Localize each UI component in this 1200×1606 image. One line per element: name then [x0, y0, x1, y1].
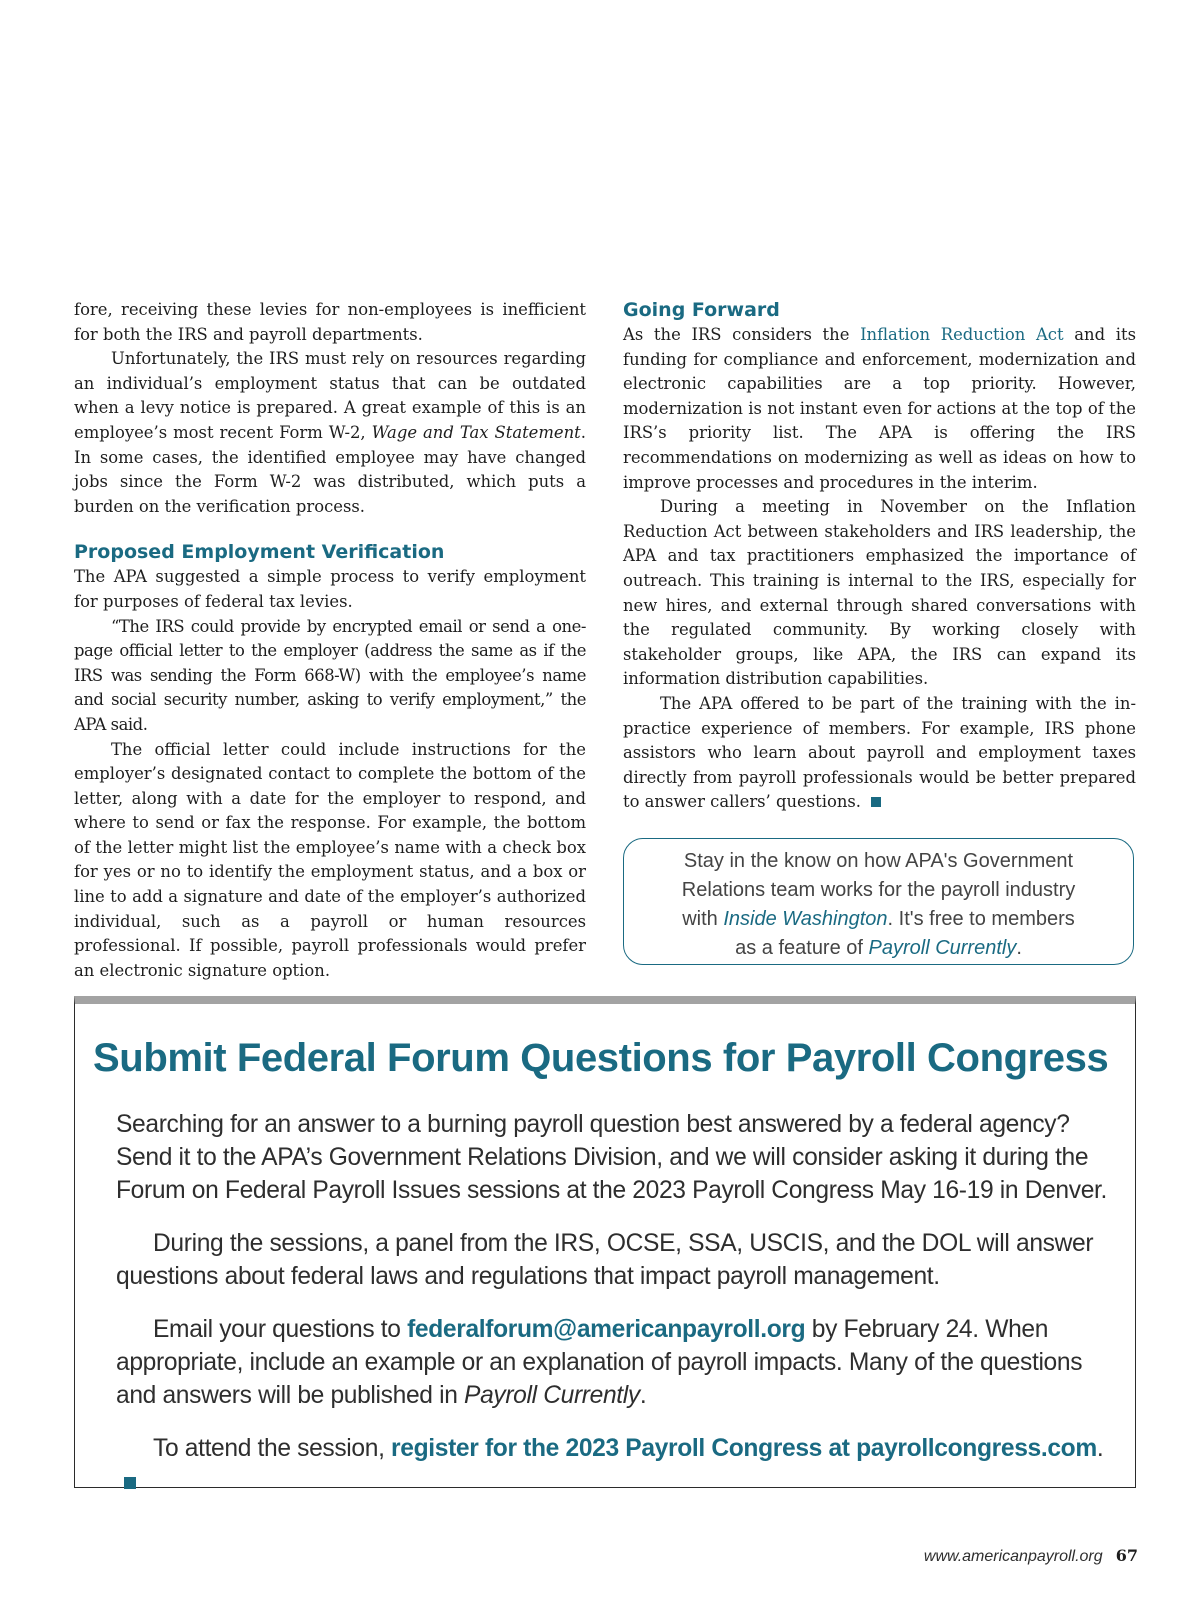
- quote-paragraph: “The IRS could provide by encrypted email or send a one-page official letter to the employer (address the same as if the IRS was sending the Form 668-W) with the employee’s name and social security number, asking to verify employment,” the APA said.: [74, 616, 586, 734]
- paragraph: Unfortunately, the IRS must rely on resources regarding an individual’s employment status that can be outdated when a levy notice is prepared. A great example of this is an employee’s most recent Form W-2, Wage and Tax Statement. In some cases, the identified employee may have changed jobs since the Form W-2 was distributed, which puts a burden on the verification process.: [74, 349, 586, 516]
- register-payroll-congress-link[interactable]: register for the 2023 Payroll Congress at payrollcongress.com: [391, 1435, 1097, 1462]
- page-footer: [924, 1546, 1138, 1567]
- end-of-callout-mark-icon: [124, 1477, 136, 1489]
- footer-website-url[interactable]: www.americanpayroll.org: [923, 1548, 1103, 1565]
- callout-paragraph: Searching for an answer to a burning payroll question best answered by a federal agency? Send it to the APA’s Government Relations Division, and we will consider asking it during the Forum on Federal Payroll Issues sessions at the 2023 Payroll Congress May 16-19 in Denver.: [116, 1111, 1108, 1204]
- paragraph: During a meeting in November on the Inflation Reduction Act between stakeholders and IRS leadership, the APA and tax practitioners emphasized the importance of outreach. This training is internal to the IRS, especially for new hires, and external through shared conversations with the regulated community. By working closely with stakeholder groups, like APA, the IRS can expand its information distribution capabilities.: [623, 497, 1136, 689]
- callout-body: [116, 1108, 1121, 1518]
- section-heading-proposed-verification: Proposed Employment Verification: [74, 541, 445, 564]
- form-title-italic: Wage and Tax Statement: [371, 422, 581, 442]
- page-number: 67: [1115, 1546, 1138, 1565]
- promo-line: Stay in the know on how APA's Government: [683, 850, 1074, 872]
- right-article-column: [623, 298, 1136, 815]
- section-heading-going-forward: Going Forward: [623, 299, 780, 321]
- inside-washington-link[interactable]: Inside Washington: [723, 908, 888, 930]
- promo-line: with Inside Washington. It's free to members: [682, 908, 1075, 930]
- paragraph: The official letter could include instructions for the employer’s designated contact to complete the bottom of the letter, along with a date for the employer to respond, and where to send or fax the response. For example, the bottom of the letter might list the employee’s name with a check box for yes or no to identify the employment status, and a box or line to add a signature and date of the employer’s authorized individual, such as a payroll or human resources professional. If possible, payroll professionals would prefer an electronic signature option.: [74, 739, 586, 980]
- federal-forum-email-link[interactable]: federalforum@americanpayroll.org: [407, 1316, 806, 1343]
- promo-line: Relations team works for the payroll industry: [681, 879, 1076, 901]
- federal-forum-callout-box: [74, 996, 1136, 1488]
- inflation-reduction-act-link[interactable]: Inflation Reduction Act: [860, 325, 1064, 344]
- callout-paragraph: During the sessions, a panel from the IRS, OCSE, SSA, USCIS, and the DOL will answer questions about federal laws and regulations that impact payroll management.: [116, 1230, 1094, 1290]
- paragraph: The APA offered to be part of the training with the in-practice experience of members. For example, IRS phone assistors who learn about payroll and employment taxes directly from payroll professionals would be better prepared to answer callers’ questions.: [623, 693, 1136, 812]
- paragraph: As the IRS considers the Inflation Reduction Act and its funding for compliance and enforcement, modernization and electronic capabilities are a top priority. However, modernization is not instant even for actions at the top of the IRS’s priority list. The APA is offering the IRS recommendations on modernizing as well as ideas on how to improve processes and procedures in the interim.: [623, 325, 1136, 492]
- paragraph: fore, receiving these levies for non-employees is inefficient for both the IRS and payroll departments.: [74, 300, 586, 344]
- callout-paragraph: Email your questions to federalforum@americanpayroll.org by February 24. When appropriate, include an example or an explanation of payroll impacts. Many of the questions and answers will be published in Payroll Currently.: [116, 1316, 1083, 1409]
- inside-washington-promo-box: [623, 838, 1134, 965]
- payroll-currently-title: Payroll Currently: [464, 1382, 640, 1409]
- callout-title: Submit Federal Forum Questions for Payroll Congress: [93, 1036, 1109, 1080]
- payroll-currently-link[interactable]: Payroll Currently: [868, 937, 1017, 959]
- promo-line: as a feature of Payroll Currently.: [735, 937, 1022, 959]
- paragraph: The APA suggested a simple process to verify employment for purposes of federal tax levies.: [74, 567, 586, 611]
- callout-paragraph: To attend the session, register for the 2023 Payroll Congress at payrollcongress.com.: [116, 1432, 1121, 1498]
- end-of-article-mark-icon: [871, 797, 881, 807]
- left-article-column: [74, 298, 586, 983]
